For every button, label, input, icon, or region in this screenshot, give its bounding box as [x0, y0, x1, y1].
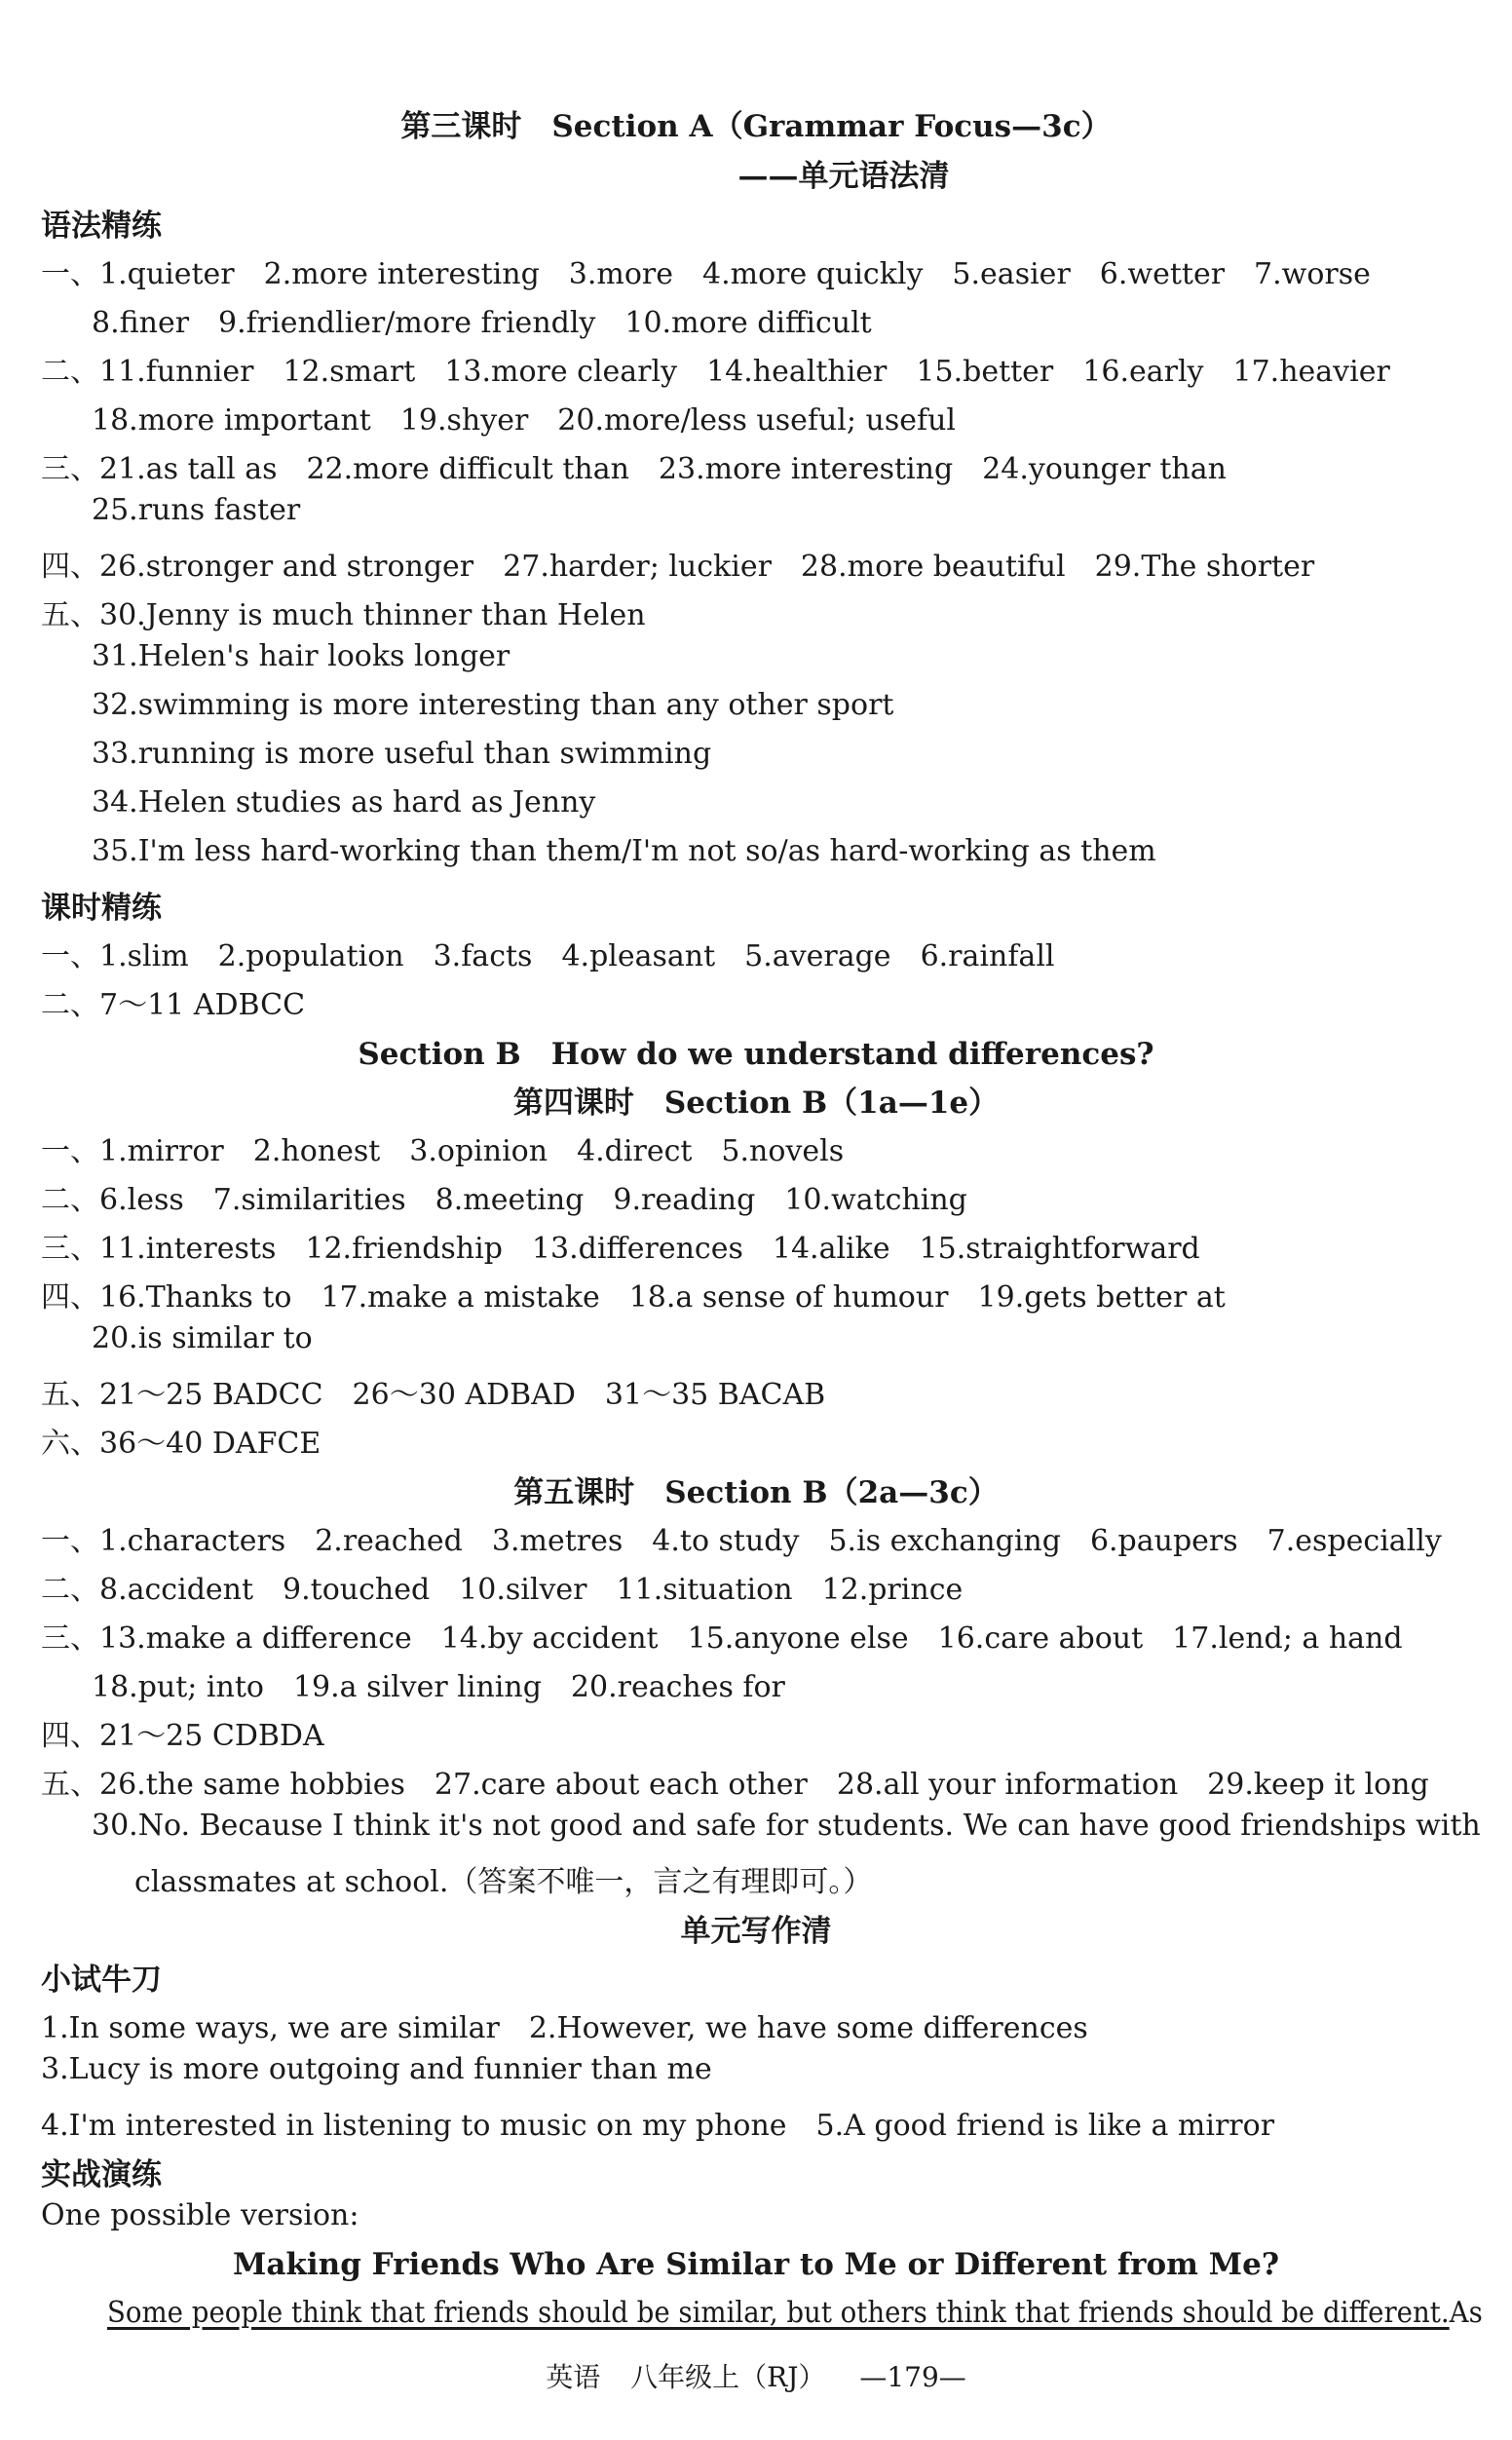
footer-page-number: —179— [859, 2361, 966, 2393]
footer-subject: 英语 [546, 2361, 601, 2393]
essay-title: Making Friends Who Are Similar to Me or Different from Me? [233, 2247, 1279, 2282]
answer-line: 4.I'm interested in listening to music on my phone 5.A good friend is like a mirror [41, 2109, 1275, 2143]
answer-line: 二、8.accident 9.touched 10.silver 11.situation 12.prince [41, 1573, 964, 1607]
section-a-title: 第三课时 Section A（Grammar Focus—3c） [400, 109, 1112, 144]
answer-line: 30.No. Because I think it's not good and safe for students. We can have good friendships with [92, 1809, 1481, 1843]
footer-grade: 八年级上（RJ） [630, 2361, 826, 2393]
answer-line: 四、26.stronger and stronger 27.harder; luckier 28.more beautiful 29.The shorter [41, 550, 1315, 584]
writing-title: 单元写作清 [680, 1914, 832, 1949]
answer-line: 五、21～25 BADCC 26～30 ADBAD 31～35 BACAB [41, 1378, 826, 1412]
section-a-subtitle: ——单元语法清 [737, 159, 950, 194]
answer-line: 20.is similar to [92, 1321, 313, 1355]
answer-line: 35.I'm less hard-working than them/I'm not so/as hard-working as them [92, 834, 1156, 868]
essay-underlined-text: Some people think that friends should be similar, but others think that friends should be different. [107, 2296, 1450, 2330]
answer-line: 一、1.slim 2.population 3.facts 4.pleasant 5.average 6.rainfall [41, 939, 1055, 973]
answer-line: 二、11.funnier 12.smart 13.more clearly 14.healthier 15.better 16.early 17.heavier [41, 355, 1390, 389]
lesson4-title: 第四课时 Section B（1a—1e） [512, 1086, 1000, 1121]
answer-line: 一、1.mirror 2.honest 3.opinion 4.direct 5.novels [41, 1134, 845, 1168]
answer-line: 三、13.make a difference 14.by accident 15.anyone else 16.care about 17.lend; a hand [41, 1621, 1403, 1656]
answer-line: 33.running is more useful than swimming [92, 737, 712, 771]
answer-line: 四、16.Thanks to 17.make a mistake 18.a sense of humour 19.gets better at [41, 1280, 1226, 1315]
answer-line: 一、1.quieter 2.more interesting 3.more 4.more quickly 5.easier 6.wetter 7.worse [41, 257, 1371, 291]
answer-line: 8.finer 9.friendlier/more friendly 10.more difficult [92, 306, 872, 340]
version-label: One possible version: [41, 2198, 359, 2232]
answer-line: 五、26.the same hobbies 27.care about each other 28.all your information 29.keep it long [41, 1768, 1429, 1802]
section-b-title: Section B How do we understand differences? [358, 1037, 1154, 1072]
answer-line: 六、36～40 DAFCE [41, 1427, 321, 1461]
page-footer [0, 2356, 1512, 2395]
essay-tail-text: As [1449, 2296, 1483, 2330]
answer-line: 32.swimming is more interesting than any other sport [92, 688, 894, 722]
answer-line: 34.Helen studies as hard as Jenny [92, 785, 596, 820]
answer-line: 18.put; into 19.a silver lining 20.reaches for [92, 1670, 785, 1704]
lesson5-title: 第五课时 Section B（2a—3c） [513, 1475, 999, 1510]
answer-line: 31.Helen's hair looks longer [92, 639, 510, 673]
answer-line: 1.In some ways, we are similar 2.However, we have some differences [41, 2011, 1088, 2045]
grammar-heading: 语法精练 [41, 209, 162, 244]
essay-first-line [107, 2296, 1483, 2330]
answer-line: 四、21～25 CDBDA [41, 1719, 324, 1753]
answer-line: 二、6.less 7.similarities 8.meeting 9.reading 10.watching [41, 1183, 967, 1217]
combat-heading: 实战演练 [41, 2157, 162, 2192]
answer-line: 25.runs faster [92, 493, 301, 527]
answer-line: 18.more important 19.shyer 20.more/less useful; useful [92, 403, 957, 438]
lesson-practice-heading: 课时精练 [41, 891, 162, 926]
answer-line: 五、30.Jenny is much thinner than Helen [41, 598, 646, 632]
answer-line: 二、7～11 ADBCC [41, 988, 306, 1022]
answer-line: 三、11.interests 12.friendship 13.differences 14.alike 15.straightforward [41, 1232, 1200, 1266]
answer-line: 一、1.characters 2.reached 3.metres 4.to study 5.is exchanging 6.paupers 7.especially [41, 1524, 1442, 1558]
answer-line: 三、21.as tall as 22.more difficult than 23.more interesting 24.younger than [41, 452, 1227, 486]
answer-line: 3.Lucy is more outgoing and funnier than me [41, 2052, 712, 2086]
practice-heading: 小试牛刀 [41, 1963, 162, 1998]
answer-line: classmates at school.（答案不唯一，言之有理即可。） [134, 1865, 873, 1899]
